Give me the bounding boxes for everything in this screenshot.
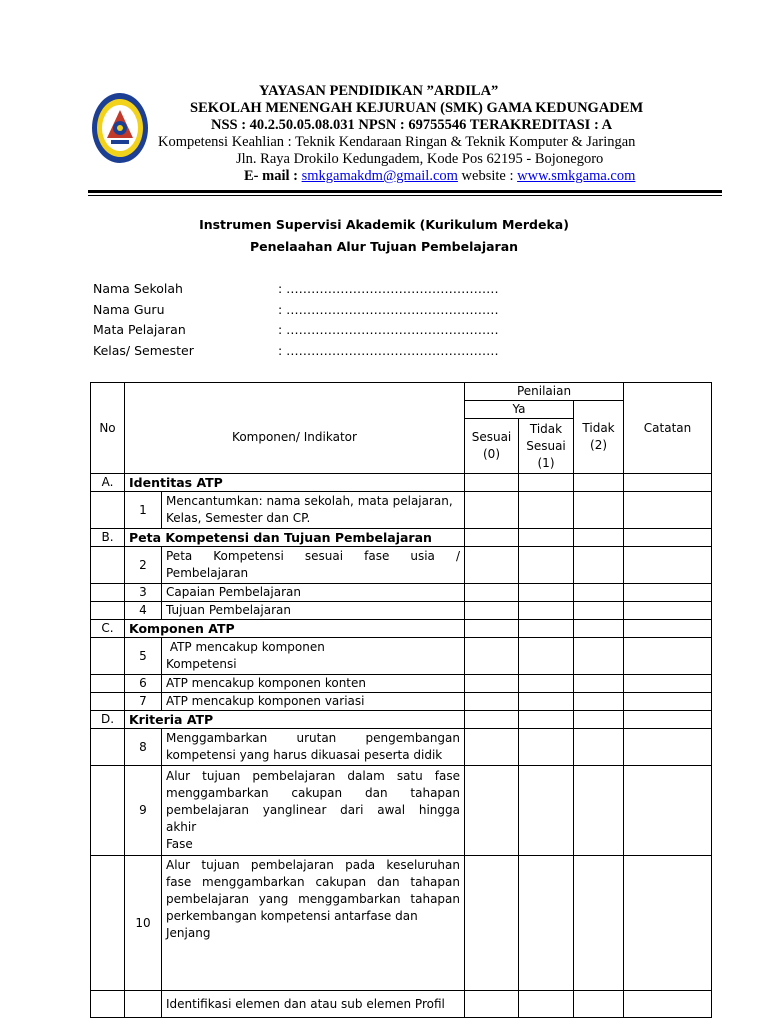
row-text-line: menggambarkan cakupan dan tahapan <box>166 786 460 800</box>
cell-tidak[interactable] <box>574 474 624 492</box>
header-tidak-score: (2) <box>590 438 608 452</box>
cell-sesuai[interactable] <box>465 856 519 991</box>
cell-tidak-sesuai[interactable] <box>519 991 574 1018</box>
header-rule-thin <box>88 195 722 196</box>
row-marker <box>91 991 125 1018</box>
school-name: SEKOLAH MENENGAH KEJURUAN (SMK) GAMA KEDUNGADEM <box>190 100 644 116</box>
section-title: Identitas ATP <box>125 474 465 492</box>
row-text-line: ATP mencakup komponen <box>166 640 325 654</box>
cell-tidak[interactable] <box>574 492 624 529</box>
cell-sesuai[interactable] <box>465 602 519 620</box>
cell-catatan[interactable] <box>624 584 712 602</box>
section-title: Peta Kompetensi dan Tujuan Pembelajaran <box>125 529 465 547</box>
row-content <box>125 991 465 1018</box>
row-text-line: Kompetensi <box>166 657 237 671</box>
cell-catatan[interactable] <box>624 638 712 675</box>
table-row <box>91 766 712 856</box>
table-row <box>91 693 712 711</box>
row-marker <box>91 492 125 529</box>
cell-tidak-sesuai[interactable] <box>519 638 574 675</box>
cell-sesuai[interactable] <box>465 620 519 638</box>
row-number: 6 <box>125 675 162 692</box>
email-link[interactable]: smkgamakdm@gmail.com <box>301 168 458 184</box>
row-number <box>125 991 162 1017</box>
row-number: 3 <box>125 584 162 601</box>
row-number: 9 <box>125 766 162 855</box>
row-marker <box>91 693 125 711</box>
cell-sesuai[interactable] <box>465 766 519 856</box>
section-letter: A. <box>91 474 125 492</box>
field-label: Nama Sekolah <box>93 281 183 296</box>
field-value: : …………………………………………… <box>278 322 499 337</box>
table-row <box>91 729 712 766</box>
field-label: Mata Pelajaran <box>93 322 186 337</box>
header-sesuai-score: (0) <box>483 447 500 461</box>
cell-sesuai[interactable] <box>465 547 519 584</box>
cell-catatan[interactable] <box>624 729 712 766</box>
row-text <box>162 693 465 710</box>
cell-sesuai[interactable] <box>465 729 519 766</box>
cell-tidak-sesuai[interactable] <box>519 584 574 602</box>
table-row <box>91 547 712 584</box>
cell-catatan[interactable] <box>624 675 712 693</box>
cell-catatan[interactable] <box>624 547 712 584</box>
row-text-line: Alur tujuan pembelajaran dalam satu fase <box>166 769 460 783</box>
field-value: : …………………………………………… <box>278 281 499 296</box>
row-text-part: ATP mencakup komponen <box>166 694 325 708</box>
header-penilaian: Penilaian <box>465 383 624 401</box>
cell-catatan[interactable] <box>624 766 712 856</box>
header-tidak-sesuai-label: Tidak <box>529 421 563 436</box>
row-text <box>162 675 465 692</box>
row-text-line: Pembelajaran <box>166 566 249 580</box>
section-row <box>91 529 712 547</box>
cell-tidak-sesuai[interactable] <box>519 766 574 856</box>
row-text-line: Fase <box>166 837 193 851</box>
row-marker <box>91 638 125 675</box>
row-content <box>125 693 465 711</box>
cell-tidak-sesuai[interactable] <box>519 693 574 711</box>
cell-tidak[interactable] <box>574 602 624 620</box>
section-letter: B. <box>91 529 125 547</box>
row-text-line: pembelajaran yanglinear dari awal hingga <box>166 803 460 817</box>
section-letter: D. <box>91 711 125 729</box>
document-title: Instrumen Supervisi Akademik (Kurikulum Merdeka) <box>199 217 569 232</box>
cell-tidak[interactable] <box>574 675 624 693</box>
field-value: : …………………………………………… <box>278 302 499 317</box>
cell-catatan[interactable] <box>624 991 712 1018</box>
row-text-line: fase menggambarkan cakupan dan tahapan <box>166 875 460 889</box>
row-number: 2 <box>125 547 162 583</box>
website-label: website : <box>461 168 514 184</box>
table-row <box>91 584 712 602</box>
row-number: 8 <box>125 729 162 765</box>
row-text: Identifikasi elemen dan atau sub elemen Profil <box>166 996 445 1011</box>
row-text-line: Alur tujuan pembelajaran pada keseluruhan <box>166 858 460 872</box>
website-link[interactable]: www.smkgama.com <box>517 168 636 184</box>
row-text <box>162 638 465 674</box>
header-tidak-sesuai-score: (1) <box>537 455 555 470</box>
table-row <box>91 856 712 991</box>
cell-tidak[interactable] <box>574 547 624 584</box>
header-tidak-label: Tidak <box>582 421 615 435</box>
contact-line <box>244 168 635 185</box>
table-row <box>91 638 712 675</box>
section-title: Kriteria ATP <box>125 711 465 729</box>
row-text <box>162 729 465 765</box>
row-content <box>125 547 465 584</box>
field-kelas-semester <box>93 343 499 358</box>
section-row <box>91 620 712 638</box>
row-marker <box>91 766 125 856</box>
cell-sesuai[interactable] <box>465 584 519 602</box>
row-text-line: Jenjang <box>166 926 211 940</box>
row-content <box>125 856 465 991</box>
cell-sesuai[interactable] <box>465 492 519 529</box>
header-sesuai-label: Sesuai <box>471 430 512 444</box>
row-text <box>162 766 465 855</box>
cell-catatan[interactable] <box>624 620 712 638</box>
row-content <box>125 766 465 856</box>
row-text-line: Peta Kompetensi sesuai fase usia / <box>166 549 460 563</box>
row-number: 7 <box>125 693 162 710</box>
row-number: 4 <box>125 602 162 619</box>
header-komponen: Komponen/ Indikator <box>125 383 465 474</box>
cell-sesuai[interactable] <box>465 474 519 492</box>
cell-tidak-sesuai[interactable] <box>519 602 574 620</box>
row-marker <box>91 584 125 602</box>
row-text-line: Menggambarkan urutan pengembangan <box>166 731 460 745</box>
cell-tidak-sesuai[interactable] <box>519 856 574 991</box>
table-row <box>91 675 712 693</box>
cell-tidak-sesuai[interactable] <box>519 492 574 529</box>
field-value: : …………………………………………… <box>278 343 499 358</box>
row-content <box>125 675 465 693</box>
section-row <box>91 711 712 729</box>
cell-tidak[interactable] <box>574 991 624 1018</box>
cell-catatan[interactable] <box>624 492 712 529</box>
cell-catatan[interactable] <box>624 474 712 492</box>
row-text: Capaian Pembelajaran <box>166 585 301 599</box>
cell-tidak[interactable] <box>574 638 624 675</box>
header-row <box>91 383 712 401</box>
field-label: Nama Guru <box>93 302 165 317</box>
row-content <box>125 638 465 675</box>
cell-tidak-sesuai[interactable] <box>519 529 574 547</box>
row-text-line: pembelajaran yang menggambarkan tahapan <box>166 892 460 906</box>
row-marker <box>91 547 125 584</box>
cell-tidak[interactable] <box>574 693 624 711</box>
field-label: Kelas/ Semester <box>93 343 194 358</box>
row-text-line: Mencantumkan: nama sekolah, mata pelajaran, <box>166 494 453 508</box>
row-text: Tujuan Pembelajaran <box>166 603 291 617</box>
row-marker <box>91 856 125 991</box>
cell-tidak-sesuai[interactable] <box>519 547 574 584</box>
cell-catatan[interactable] <box>624 711 712 729</box>
header-rule-thick <box>88 190 722 193</box>
cell-catatan[interactable] <box>624 602 712 620</box>
row-content <box>125 729 465 766</box>
cell-sesuai[interactable] <box>465 693 519 711</box>
document-subtitle: Penelaahan Alur Tujuan Pembelajaran <box>249 239 519 254</box>
row-number: 5 <box>125 638 162 674</box>
cell-tidak[interactable] <box>574 529 624 547</box>
cell-tidak[interactable] <box>574 620 624 638</box>
cell-tidak-sesuai[interactable] <box>519 474 574 492</box>
row-text-part: konten <box>324 676 366 690</box>
school-ids: NSS : 40.2.50.05.08.031 NPSN : 69755546 TERAKREDITASI : A <box>211 117 613 133</box>
header-tidak-sesuai-label: Sesuai <box>526 438 566 453</box>
field-nama-sekolah <box>93 281 499 296</box>
row-text-part: ATP mencakup komponen <box>166 676 325 690</box>
cell-tidak-sesuai[interactable] <box>519 620 574 638</box>
section-row <box>91 474 712 492</box>
row-text <box>162 547 465 583</box>
row-text-part: variasi <box>324 694 365 708</box>
row-content <box>125 602 465 620</box>
school-logo <box>91 92 149 164</box>
cell-tidak[interactable] <box>574 711 624 729</box>
cell-tidak[interactable] <box>574 584 624 602</box>
cell-tidak-sesuai[interactable] <box>519 729 574 766</box>
cell-sesuai[interactable] <box>465 991 519 1018</box>
cell-tidak-sesuai[interactable] <box>519 711 574 729</box>
header-tidak-sesuai <box>519 419 574 474</box>
cell-tidak-sesuai[interactable] <box>519 675 574 693</box>
row-content <box>125 584 465 602</box>
row-marker <box>91 675 125 693</box>
row-number: 1 <box>125 492 162 528</box>
assessment-table <box>90 382 712 1018</box>
cell-catatan[interactable] <box>624 529 712 547</box>
cell-sesuai[interactable] <box>465 675 519 693</box>
field-mata-pelajaran <box>93 322 499 337</box>
row-content <box>125 492 465 529</box>
table-row <box>91 991 712 1018</box>
header-catatan: Catatan <box>624 383 712 474</box>
row-marker <box>91 602 125 620</box>
foundation-name: YAYASAN PENDIDIKAN ”ARDILA” <box>259 83 499 99</box>
address-line: Jln. Raya Drokilo Kedungadem, Kode Pos 62195 - Bojonegoro <box>236 151 604 167</box>
row-number: 10 <box>125 856 162 990</box>
header-sesuai <box>465 419 519 474</box>
table-row <box>91 492 712 529</box>
row-text-line: perkembangan kompetensi antarfase dan <box>166 909 418 923</box>
row-text-line: Kelas, Semester dan CP. <box>166 511 311 525</box>
header-no: No <box>91 383 125 474</box>
letterhead <box>0 0 768 200</box>
section-title: Komponen ATP <box>125 620 465 638</box>
header-ya: Ya <box>465 401 574 419</box>
table-row <box>91 602 712 620</box>
cell-sesuai[interactable] <box>465 711 519 729</box>
row-text-line: kompetensi yang harus dikuasai peserta didik <box>166 748 443 762</box>
competency-line: Kompetensi Keahlian : Teknik Kendaraan Ringan & Teknik Komputer & Jaringan <box>158 134 636 150</box>
section-letter: C. <box>91 620 125 638</box>
cell-tidak[interactable] <box>574 856 624 991</box>
header-tidak <box>574 401 624 474</box>
row-marker <box>91 729 125 766</box>
cell-tidak[interactable] <box>574 766 624 856</box>
field-nama-guru <box>93 302 499 317</box>
row-text-line: akhir <box>166 820 197 834</box>
cell-sesuai[interactable] <box>465 529 519 547</box>
cell-tidak[interactable] <box>574 729 624 766</box>
cell-sesuai[interactable] <box>465 638 519 675</box>
cell-catatan[interactable] <box>624 693 712 711</box>
row-text <box>162 492 465 528</box>
email-label: E- mail : <box>244 168 298 184</box>
row-text <box>162 856 465 990</box>
cell-catatan[interactable] <box>624 856 712 991</box>
